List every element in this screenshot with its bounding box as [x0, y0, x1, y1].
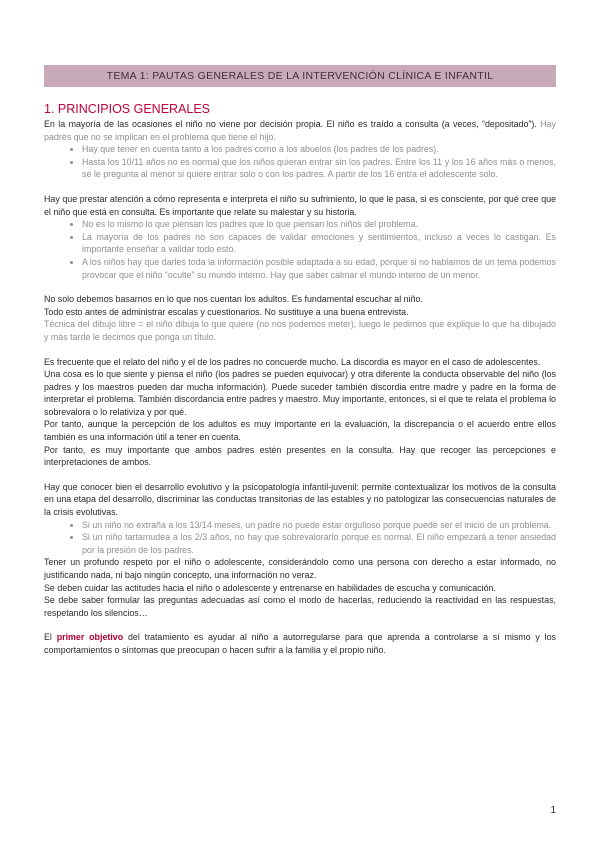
intro-note: Hay padres que no se implican en el problema que tiene el hijo. [44, 119, 556, 142]
paragraph-discord: Es frecuente que el relato del niño y el de los padres no concuerde mucho. La discordia es mayor en el caso de adolescentes. [44, 356, 541, 367]
list-item: • Hay que tener en cuenta tanto a los padres como a los abuelos (los padres de los padres). [82, 143, 556, 156]
paragraph-objective [44, 631, 556, 656]
paragraph-attention: Hay que prestar atención a cómo representa e interpreta el niño su sufrimiento, lo que le pasa, si es consciente, por qué cree que el niño que está en consulta. Es importante que relate su malestar y su historia. [44, 193, 556, 217]
paragraph-both-parents: Por tanto, es muy importante que ambos padres estén presentes en la consulta. Hay que recoger las percepciones e interpretaciones de ambos. [44, 444, 556, 468]
paragraph-listen-child: No solo debemos basarnos en lo que nos cuentan los adultos. Es fundamental escuchar al niño. [44, 294, 423, 305]
paragraph-attitudes: Se deben cuidar las actitudes hacia el niño o adolescente y entrenarse en habilidades de escucha y comunicación. [44, 582, 496, 593]
list-item: • A los niños hay que darles toda la información posible adaptada a su edad, porque si no hablamos de un tema podemos provocar que el niño “oculte” su mundo interno. Hay que saber calmar el mundo interno de un menor. [82, 256, 556, 281]
document-body [44, 96, 556, 657]
intro-text: En la mayoría de las ocasiones el niño no viene por decisión propia. El niño es traído a consulta (a veces, “depositado”). [44, 119, 537, 129]
objective-highlight: primer objetivo [56, 632, 124, 643]
paragraph-perception: Una cosa es lo que siente y piensa el niño (los padres se pueden equivocar) y otra diferente la conducta observable del niño (los padres y los maestros pueden dar mucha información). Puede suceder también discordia entre madre y padre en la forma de interpretar el problema. También discordancia entre padres y maestro. Muy importante, entonces, si el que te relata el problema lo sobrevalora o lo relativiza y por qué. [44, 369, 556, 417]
paragraph-development: Hay que conocer bien el desarrollo evolutivo y la psicopatología infantil-juvenil: permite contextualizar los motivos de la consulta en una etapa del desarrollo, discriminar las conductas transitorias de las estables y no patologizar las consecuencias naturales de la crisis evolutivas. [44, 481, 556, 518]
paragraph-scales: Todo esto antes de administrar escalas y cuestionarios. No sustituye a una buena entrevista. [44, 306, 409, 317]
objective-text: del tratamiento es ayudar al niño a autorregularse para que aprenda a controlarse a sí mismo y los comportamientos o síntomas que preocupan o hacen sufrir a la familia y el propio niño. [44, 632, 556, 655]
list-item: • Si un niño no extraña a los 13/14 meses, un padre no puede estar orgulloso porque puede ser el inicio de un problema. [82, 519, 556, 532]
list-item: • Si un niño tartamudea a los 2/3 años, no hay que sobrevalorarlo porque es normal. El niño empezará a tener ansiedad por la presión de los padres. [82, 531, 556, 556]
paragraph-respect: Tener un profundo respeto por el niño o adolescente, considerándolo como una persona con derecho a estar informado, no justificando nada, ni bajo ningún concepto, una información no veraz. [44, 557, 556, 580]
document-title-banner: TEMA 1: PAUTAS GENERALES DE LA INTERVENCIÓN CLÍNICA E INFANTIL [44, 65, 556, 87]
bullet-list-1 [44, 143, 556, 181]
paragraph-drawing-technique: Técnica del dibujo libre = el niño dibuja lo que quiere (no nos podemos meter), luego le pedimos que explique lo que ha dibujado y más tarde le decimos que ponga un título. [44, 319, 556, 342]
list-item: • No es lo mismo lo que piensan los padres que lo que piensan los niños del problema. [82, 218, 556, 231]
page-number: 1 [550, 805, 556, 816]
paragraph-questions: Se debe saber formular las preguntas adecuadas así como el modo de hacerlas, reduciendo la reactividad en las respuestas, respetando los silencios… [44, 595, 556, 618]
bullet-list-2 [44, 218, 556, 281]
section-title: 1. PRINCIPIOS GENERALES [44, 102, 211, 116]
bullet-list-3 [44, 519, 556, 557]
list-item: • La mayoría de los padres no son capaces de validar emociones y sentimientos, incluso a veces lo castigan. Es importante enseñar a validar todo esto. [82, 231, 556, 256]
objective-prefix: El [44, 632, 57, 643]
paragraph-adult-perception: Por tanto, aunque la percepción de los adultos es muy importante en la evaluación, la discrepancia o el acuerdo entre ellos también es una información útil a tener en cuenta. [44, 419, 556, 443]
paragraph-intro [44, 118, 556, 143]
list-item: • Hasta los 10/11 años no es normal que los niños quieran entrar sin los padres. Entre los 11 y los 16 años más o menos, se le pregunta al menor si quiere entrar solo o con los padres. A partir de los 16 entra el adolescente solo. [82, 156, 556, 181]
